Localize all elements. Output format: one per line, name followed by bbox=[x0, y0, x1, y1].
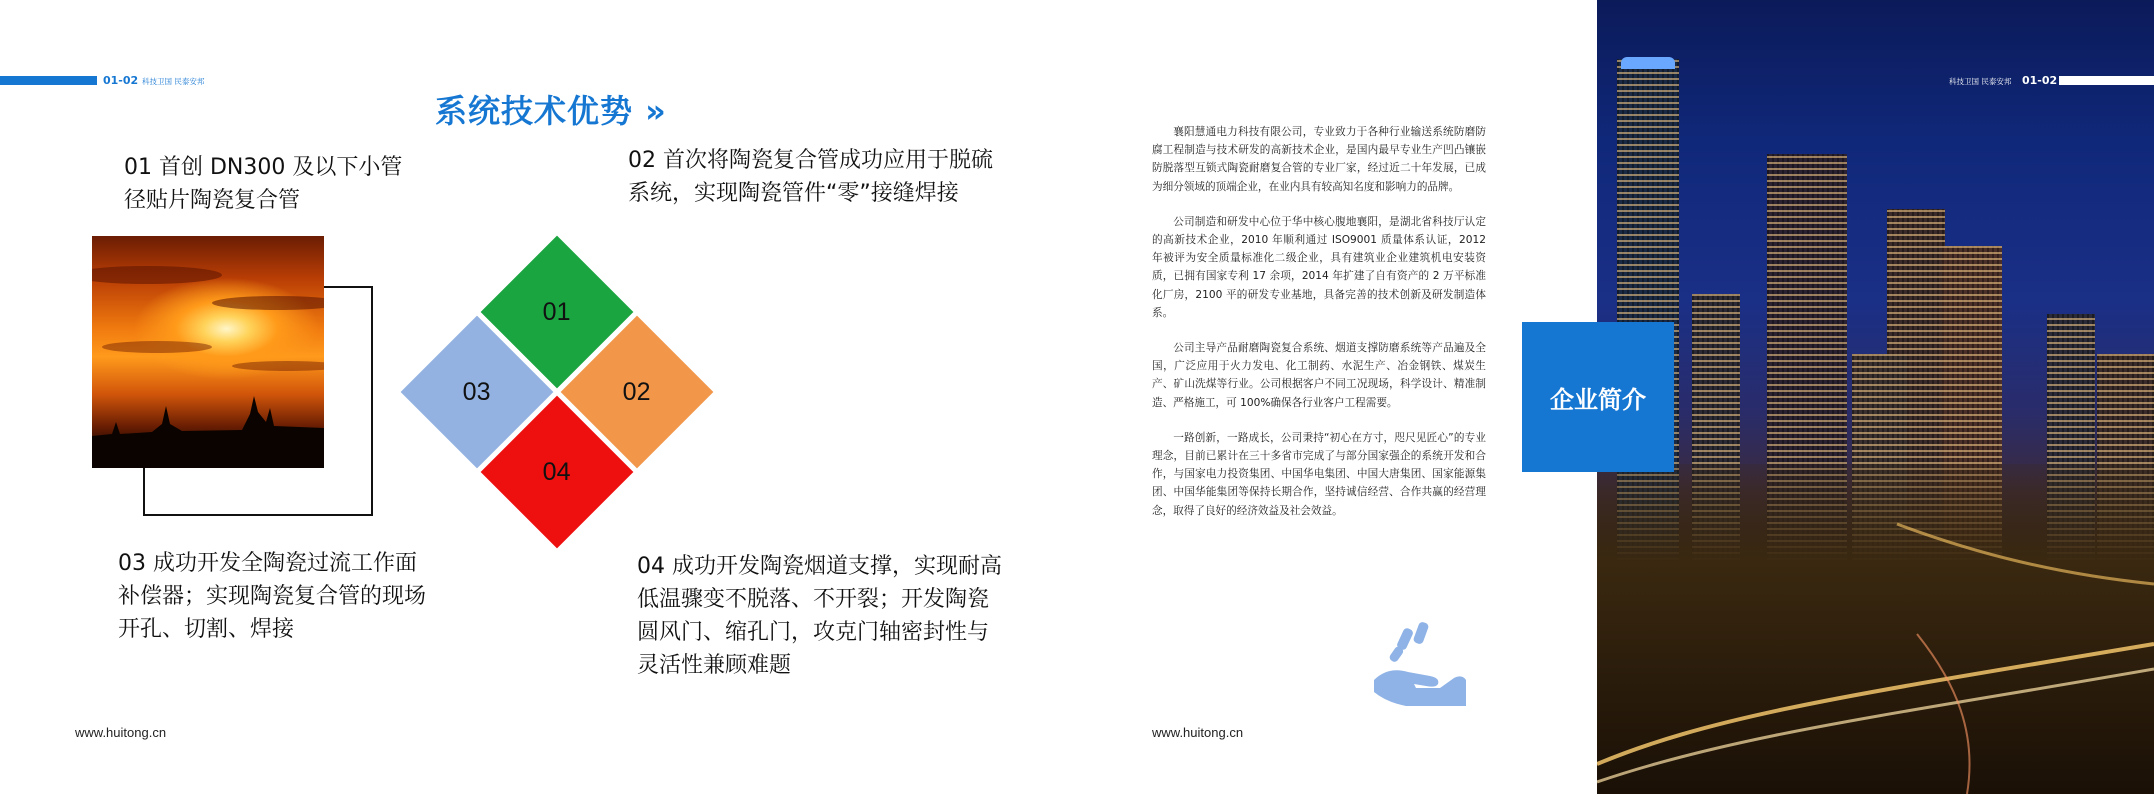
feature-diamond bbox=[425, 238, 735, 548]
feature-02-text: 02 首次将陶瓷复合管成功应用于脱硫系统，实现陶瓷管件“零”接缝焊接 bbox=[628, 148, 993, 206]
page-number-left: 01-02 bbox=[103, 74, 139, 87]
intro-paragraph: 襄阳慧通电力科技有限公司，专业致力于各种行业输送系统防磨防腐工程制造与技术研发的高新技术企业，是国内最早专业生产凹凸镶嵌防脱落型互锁式陶瓷耐磨复合管的专业厂家，经过近二十年发展，已成为细分领域的顶端企业，在业内具有较高知名度和影响力的品牌。 bbox=[1152, 126, 1486, 193]
feature-03-text: 03 成功开发全陶瓷过流工作面补偿器；实现陶瓷复合管的现场开孔、切割、焊接 bbox=[118, 551, 427, 642]
sunset-photo bbox=[92, 236, 324, 468]
diamond-label-01: 01 bbox=[543, 297, 571, 326]
feature-04-text: 04 成功开发陶瓷烟道支撑，实现耐高低温骤变不脱落、不开裂；开发陶瓷圆风门、缩孔门，攻克门轴密封性与灵活性兼顾难题 bbox=[637, 554, 1002, 678]
header-tagline-left: 科技卫国 民泰安邦 bbox=[142, 77, 205, 86]
city-night-photo bbox=[1597, 0, 2154, 794]
header-tagline-right: 科技卫国 民泰安邦 bbox=[1949, 77, 2012, 86]
company-intro-badge: 企业简介 bbox=[1522, 322, 1674, 472]
header-bar-left bbox=[0, 76, 97, 85]
company-intro bbox=[1152, 123, 1486, 537]
footer-url-right[interactable]: www.huitong.cn bbox=[1152, 725, 1244, 740]
hand-giving-icon bbox=[1370, 622, 1472, 706]
header-bar-right bbox=[2059, 76, 2154, 85]
page-number-right: 01-02 bbox=[2022, 74, 2058, 87]
diamond-label-02: 02 bbox=[623, 377, 651, 406]
intro-paragraph: 公司主导产品耐磨陶瓷复合系统、烟道支撑防磨系统等产品遍及全国，广泛应用于火力发电、化工制药、水泥生产、冶金钢铁、煤炭生产、矿山洗煤等行业。公司根据客户不同工况现场，科学设计、精准制造、严格施工，可 100%确保各行业客户工程需要。 bbox=[1152, 342, 1486, 409]
diamond-label-04: 04 bbox=[543, 457, 571, 486]
section-title: 系统技术优势 » bbox=[435, 92, 667, 130]
feature-01-text: 01 首创 DN300 及以下小管径贴片陶瓷复合管 bbox=[124, 155, 403, 213]
intro-paragraph: 一路创新，一路成长，公司秉持“初心在方寸，咫尺见匠心”的专业理念，目前已累计在三十多省市完成了与部分国家强企的系统开发和合作，与国家电力投资集团、中国华电集团、中国大唐集团、国家能源集团、中国华能集团等保持长期合作，坚持诚信经营、合作共赢的经营理念，取得了良好的经济效益及社会效益。 bbox=[1152, 431, 1486, 517]
footer-url-left[interactable]: www.huitong.cn bbox=[75, 725, 167, 740]
intro-paragraph: 公司制造和研发中心位于华中核心腹地襄阳，是湖北省科技厅认定的高新技术企业，2010 年顺利通过 ISO9001 质量体系认证，2012 年被评为安全质量标准化二级企业，具有建筑业企业建筑机电安装资质，已拥有国家专利 17 余项，2014 年扩建了自有资产的 2 万平标准化厂房，2100 平的研发专业基地，具备完善的技术创新及研发制造体系。 bbox=[1152, 215, 1486, 319]
diamond-label-03: 03 bbox=[463, 377, 491, 406]
